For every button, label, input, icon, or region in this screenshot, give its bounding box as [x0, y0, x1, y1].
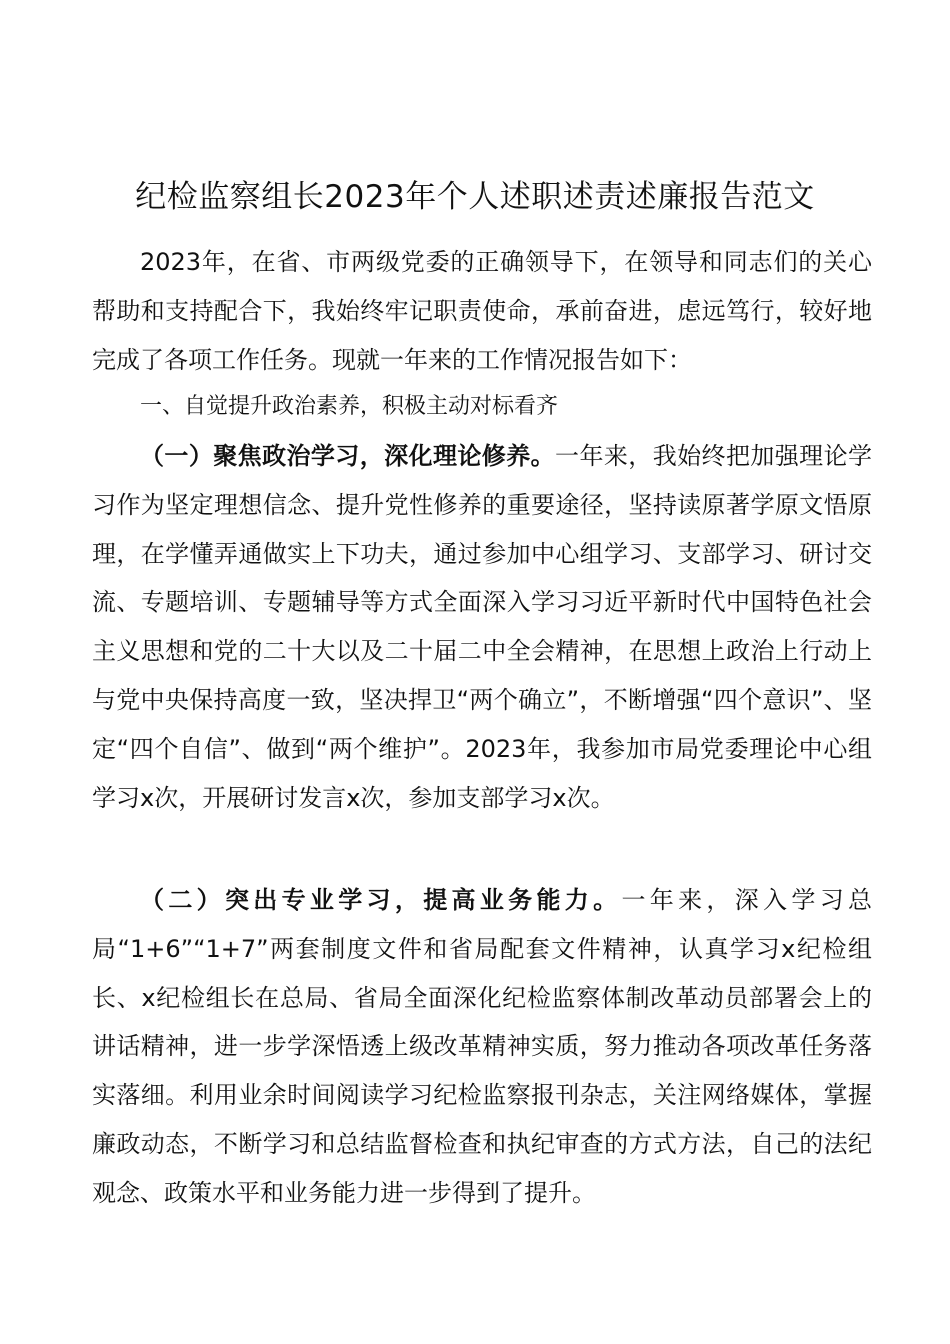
item-2-body: 一年来，深入学习总局“1+6”“1+7”两套制度文件和省局配套文件精神，认真学习x纪检组长、x纪检组长在总局、省局全面深化纪检监察体制改革动员部署会上的讲话精神，进一步学深悟透上级改革精神实质，努力推动各项改革任务落实落细。利用业余时间阅读学习纪检监察报刊杂志，关注网络媒体，掌握廉政动态，不断学习和总结监督检查和执纪审查的方式方法，自己的法纪观念、政策水平和业务能力进一步得到了提升。: [92, 886, 873, 1207]
intro-paragraph: 2023年，在省、市两级党委的正确领导下，在领导和同志们的关心帮助和支持配合下，我始终牢记职责使命，承前奋进，虑远笃行，较好地完成了各项工作任务。现就一年来的工作情况报告如下：: [92, 248, 872, 374]
paragraph-item-2: [92, 876, 872, 1218]
paragraph-item-1: [92, 432, 872, 822]
document-title: 纪检监察组长2023年个人述职述责述廉报告范文: [135, 179, 815, 215]
item-2-lead: （二）突出专业学习，提高业务能力。: [140, 886, 622, 914]
item-1-body: 一年来，我始终把加强理论学习作为坚定理想信念、提升党性修养的重要途径，坚持读原著学原文悟原理，在学懂弄通做实上下功夫，通过参加中心组学习、支部学习、研讨交流、专题培训、专题辅导等方式全面深入学习习近平新时代中国特色社会主义思想和党的二十大以及二十届二中全会精神，在思想上政治上行动上与党中央保持高度一致，坚决捍卫“两个确立”，不断增强“四个意识”、坚定“四个自信”、做到“两个维护”。2023年，我参加市局党委理论中心组学习x次，开展研讨发言x次，参加支部学习x次。: [92, 442, 873, 812]
section-heading: 一、自觉提升政治素养，积极主动对标看齐: [140, 394, 559, 419]
item-1-lead: （一）聚焦政治学习，深化理论修养。: [140, 442, 556, 470]
